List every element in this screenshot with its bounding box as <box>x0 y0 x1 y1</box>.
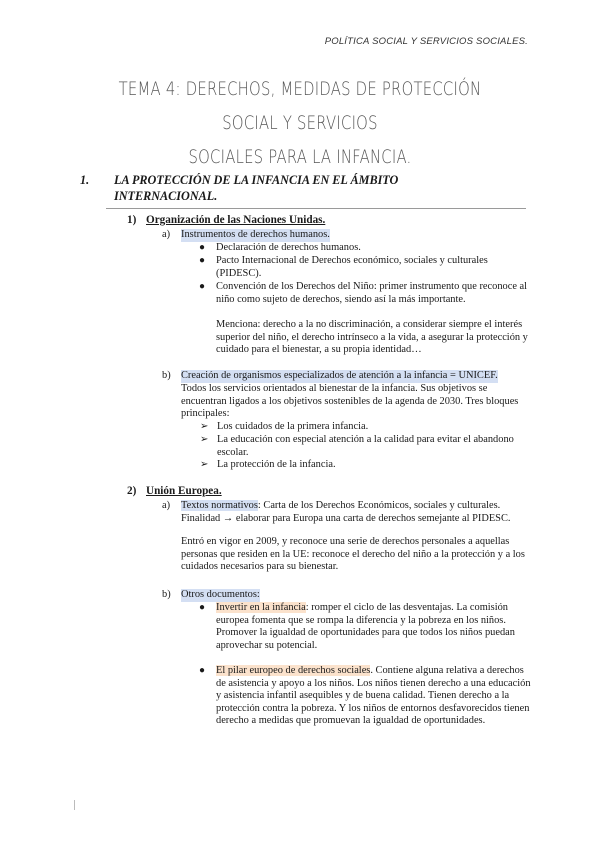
item-letter: b) <box>162 589 171 600</box>
subsection-title-onu: Organización de las Naciones Unidas. <box>146 214 326 226</box>
item-label-otros: Otros documentos: <box>181 589 260 600</box>
subsection-number: 2) <box>127 485 137 497</box>
invertir-label: Invertir en la infancia <box>216 602 306 613</box>
arrow-bullet-icon: ➢ <box>200 434 209 445</box>
bullet-icon: ● <box>199 281 206 292</box>
invertir-text: : romper el ciclo de las desventajas. La comisión europea fomenta que se rompa la diferencia y la pobreza en los niños. Promover la igualdad de oportunidades para que todos los niños puedan aprovechar su potencial. <box>216 602 515 651</box>
title-line-2: SOCIALES PARA LA INFANCIA. <box>188 146 412 168</box>
vigor-paragraph: Entró en vigor en 2009, y reconoce una serie de derechos personales a aquellas personas que residen en la UE: reconoce el derecho del niño a la protección y a los cuidados necesarios para su bienestar. <box>181 536 525 573</box>
item-letter: a) <box>162 500 171 511</box>
item-label-instrumentos: Instrumentos de derechos humanos. <box>181 229 330 240</box>
list-item: La protección de la infancia. <box>217 459 336 470</box>
mentions-paragraph: Menciona: derecho a la no discriminación, a considerar siempre el interés superior del niño, el derecho intrínseco a la vida, a asegurar la protección y cuidado para el bienestar, a su propia identidad… <box>216 319 528 356</box>
subsection-title-ue: Unión Europea. <box>146 485 222 497</box>
running-header: POLÍTICA SOCIAL Y SERVICIOS SOCIALES. <box>324 36 528 47</box>
subsection-number: 1) <box>127 214 137 226</box>
bullet-icon: ● <box>199 665 206 676</box>
bullet-icon: ● <box>199 255 206 266</box>
arrow-bullet-icon: ➢ <box>200 421 209 432</box>
item-label-textos: Textos normativos <box>181 500 258 511</box>
list-item: Declaración de derechos humanos. <box>216 242 361 253</box>
section-divider <box>106 208 526 209</box>
section-number: 1. <box>80 173 90 187</box>
item-label-unicef: Creación de organismos especializados de atención a la infancia = UNICEF. <box>181 370 498 381</box>
textos-normativos-paragraph <box>181 500 533 525</box>
section-heading <box>80 172 500 204</box>
arrow-bullet-icon: ➢ <box>200 459 209 470</box>
page-marker <box>74 800 75 810</box>
pilar-paragraph <box>216 665 534 728</box>
title-line-1: TEMA 4: DERECHOS, MEDIDAS DE PROTECCIÓN SOCIAL Y SERVICIOS <box>118 78 482 134</box>
invertir-paragraph <box>216 602 534 652</box>
pilar-label: El pilar europeo de derechos sociales <box>216 665 371 676</box>
list-item: La educación con especial atención a la calidad para evitar el abandono escolar. <box>217 434 514 458</box>
list-item: Pacto Internacional de Derechos económico, sociales y culturales (PIDESC). <box>216 255 488 279</box>
bullet-icon: ● <box>199 242 206 253</box>
item-letter: a) <box>162 229 171 240</box>
pilar-text: . Contiene alguna relativa a derechos de asistencia y apoyo a los niños. Los niños tienen derecho a una educación y asistencia infantil asequibles y de buena calidad. Tienen derecho a la protección contra la pobreza. Y los niños de entornos desfavorecidos tienen derecho a medidas que promuevan la igualdad de oportunidades. <box>216 665 531 727</box>
unicef-paragraph: Todos los servicios orientados al bienestar de la infancia. Sus objetivos se encuentran ligados a los objetivos sostenibles de la agenda de 2030. Tres bloques principales: <box>181 383 519 420</box>
section-title: LA PROTECCIÓN DE LA INFANCIA EN EL ÁMBITO INTERNACIONAL. <box>114 173 399 203</box>
list-item: Convención de los Derechos del Niño: primer instrumento que reconoce al niño como sujeto de derechos, siendo así la más importante. <box>216 281 528 305</box>
list-item: Los cuidados de la primera infancia. <box>217 421 369 432</box>
bullet-icon: ● <box>199 602 206 613</box>
page-title <box>113 72 487 174</box>
item-letter: b) <box>162 370 171 381</box>
textos-text: : Carta de los Derechos Económicos, sociales y culturales. Finalidad → elaborar para Europa una carta de derechos semejante al PIDESC. <box>181 500 511 524</box>
